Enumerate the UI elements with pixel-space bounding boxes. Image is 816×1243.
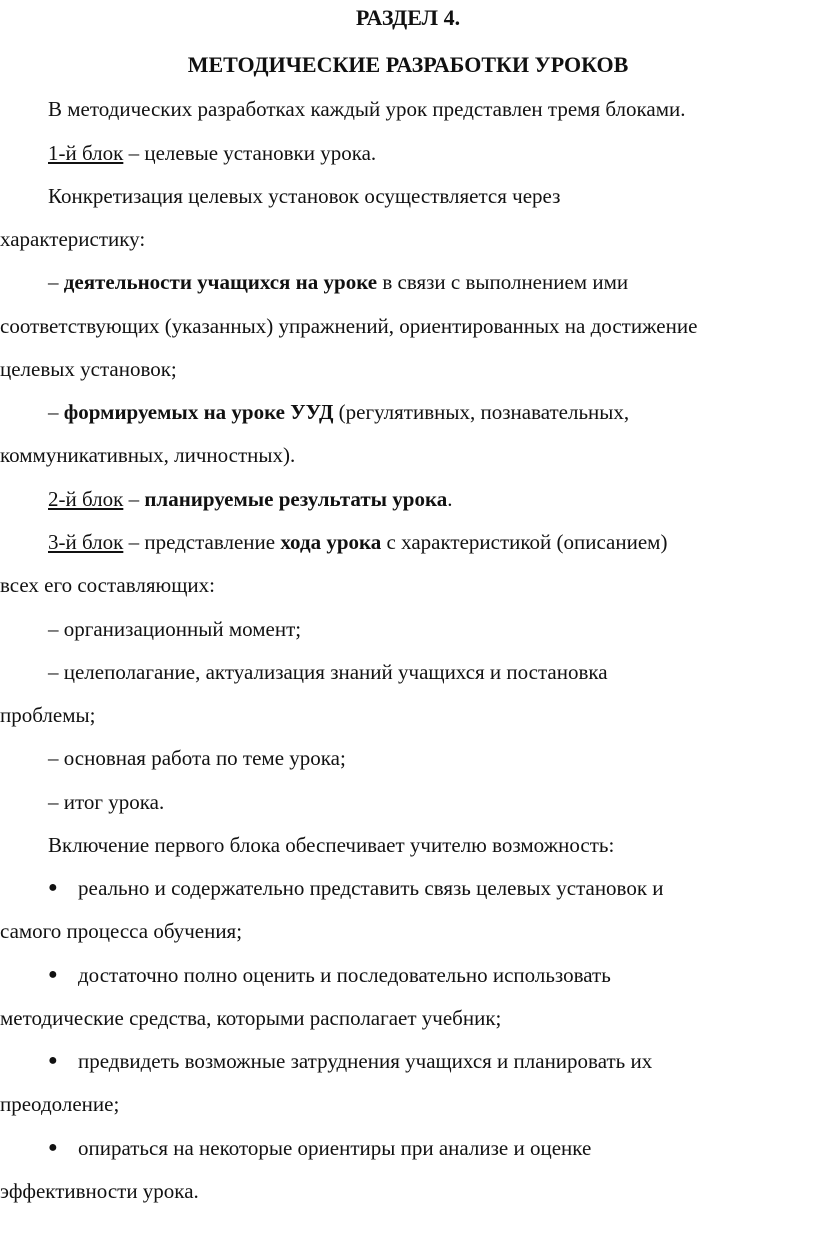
benefit-text: предвидеть возможные затруднения учащихся и планировать их [78, 1049, 653, 1073]
stage-2-line-2: проблемы; [0, 703, 96, 727]
period: . [447, 487, 453, 511]
benefit-1-line-1 [0, 874, 816, 902]
intro-paragraph: В методических разработках каждый урок представлен тремя блоками. [48, 97, 686, 121]
block2-bold: планируемые результаты урока [144, 487, 448, 511]
uud-line-1 [0, 398, 816, 426]
activity-line-2: соответствующих (указанных) упражнений, ориентированных на достижение [0, 314, 698, 338]
section-heading: МЕТОДИЧЕСКИЕ РАЗРАБОТКИ УРОКОВ [187, 52, 629, 77]
activity-line-1 [0, 268, 816, 296]
bullet-icon: ● [48, 1052, 58, 1069]
benefit-1-line-2: самого процесса обучения; [0, 919, 243, 943]
bullet-icon: ● [48, 879, 58, 896]
dash: – [48, 400, 64, 424]
activity-rest: в связи с выполнением ими [377, 270, 629, 294]
benefit-4-line-1 [0, 1134, 816, 1162]
benefit-text: достаточно полно оценить и последовательно использовать [78, 963, 611, 987]
benefit-4-line-2: эффективности урока. [0, 1179, 199, 1203]
stage-4: – итог урока. [48, 790, 165, 814]
block3-line-2: всех его составляющих: [0, 573, 215, 597]
block2-label: 2-й блок [48, 487, 124, 511]
benefit-text: реально и содержательно представить связь целевых установок и [78, 876, 664, 900]
section-number: РАЗДЕЛ 4. [355, 5, 461, 30]
block3-rest: с характеристикой (описанием) [381, 530, 668, 554]
block3-bold: хода урока [280, 530, 382, 554]
block1-label: 1-й блок [48, 141, 124, 165]
block3-line-1 [0, 528, 816, 556]
concretization-line-1: Конкретизация целевых установок осуществляется через [48, 184, 561, 208]
uud-line-2: коммуникативных, личностных). [0, 443, 296, 467]
benefit-3-line-2: преодоление; [0, 1092, 120, 1116]
block1-text: – целевые установки урока. [123, 141, 377, 165]
dash: – [123, 487, 145, 511]
concretization-line-2: характеристику: [0, 227, 146, 251]
block3-pre: – представление [123, 530, 281, 554]
stage-3: – основная работа по теме урока; [48, 746, 346, 770]
block3-label: 3-й блок [48, 530, 124, 554]
benefit-3-line-1 [0, 1047, 816, 1075]
activity-line-3: целевых установок; [0, 357, 177, 381]
benefit-2-line-1 [0, 961, 816, 989]
block1-line [0, 139, 816, 167]
bullet-icon: ● [48, 966, 58, 983]
benefits-intro: Включение первого блока обеспечивает учителю возможность: [48, 833, 615, 857]
benefit-2-line-2: методические средства, которыми располагает учебник; [0, 1006, 502, 1030]
uud-rest: (регулятивных, познавательных, [333, 400, 630, 424]
block2-line [0, 485, 816, 513]
stage-1: – организационный момент; [48, 617, 302, 641]
bullet-icon: ● [48, 1139, 58, 1156]
uud-bold: формируемых на уроке УУД [63, 400, 334, 424]
benefit-text: опираться на некоторые ориентиры при анализе и оценке [78, 1136, 592, 1160]
dash: – [48, 270, 64, 294]
stage-2-line-1: – целеполагание, актуализация знаний учащихся и постановка [48, 660, 608, 684]
activity-bold: деятельности учащихся на уроке [63, 270, 378, 294]
